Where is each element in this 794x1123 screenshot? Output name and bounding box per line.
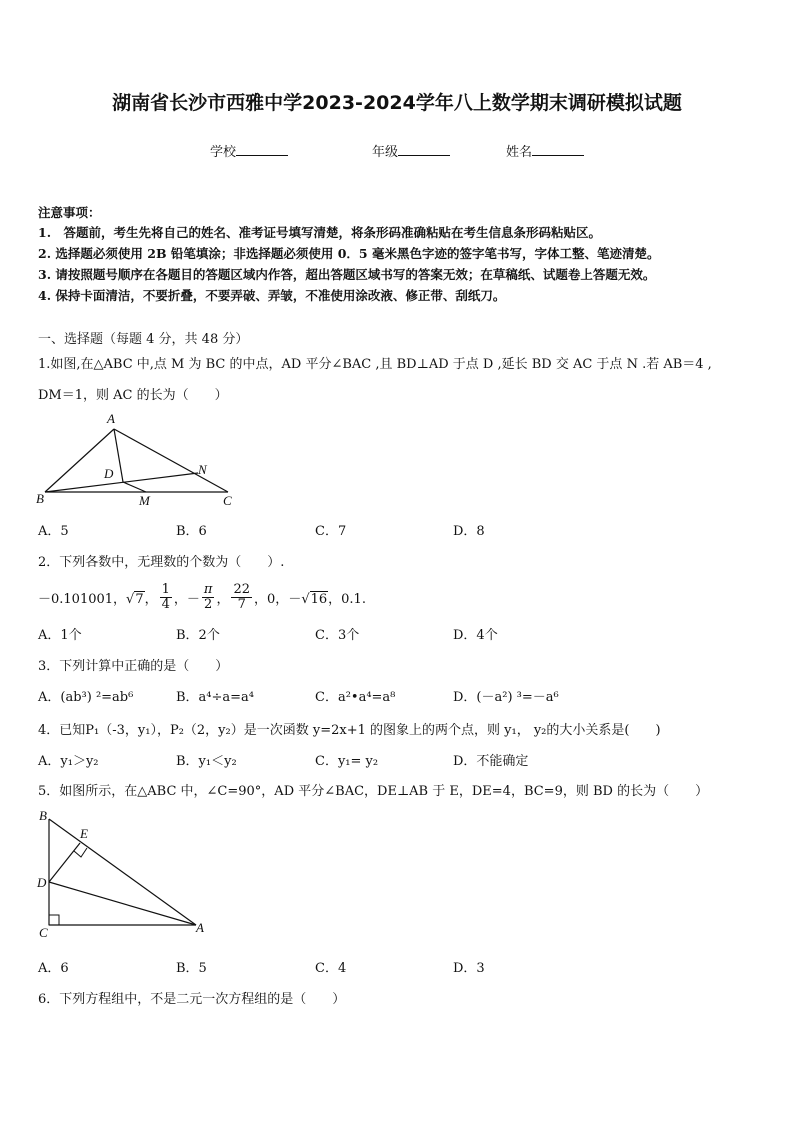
question-3-text: 3．下列计算中正确的是（ ） (38, 659, 229, 674)
name-label: 姓名 (506, 145, 533, 160)
question-2-numbers: －0.101001， √7， $\frac{1}{4}$ ，－ $\frac{\pi}{2}$ ， $\frac{22}{7}$ ，0， －√16 ，0.1. (38, 581, 366, 612)
option-c: C．a²•a⁴=a⁸ (315, 690, 396, 705)
vertex-label-a: A (107, 411, 115, 426)
school-label: 学校 (210, 145, 237, 160)
question-5-text: 5．如图所示，在△ABC 中，∠C=90°，AD 平分∠BAC，DE⊥AB 于 E，DE=4，BC=9，则 BD 的长为（ ） (38, 784, 709, 799)
right-triangle-figure-q5 (34, 806, 214, 942)
grade-field (372, 141, 450, 160)
grade-blank (398, 143, 450, 156)
vertex-label-c: C (223, 493, 232, 508)
notice-item: 2. 选择题必须使用 2B 铅笔填涂；非选择题必须使用 0．5 毫米黑色字迹的签字笔书写，字体工整、笔迹清楚。 (38, 246, 660, 261)
option-a: A．(ab³) ²=ab⁶ (38, 690, 134, 705)
vertex-label-c: C (39, 925, 48, 940)
name-blank (532, 143, 584, 156)
number-zero: ，0， (254, 591, 289, 607)
option-a: A．y₁＞y₂ (38, 754, 99, 769)
school-field (210, 141, 288, 160)
option-b: B．6 (176, 524, 207, 539)
point-label-n: N (198, 462, 207, 477)
school-blank (236, 143, 288, 156)
option-b: B．a⁴÷a=a⁴ (176, 690, 255, 705)
option-b: B．2个 (176, 628, 220, 643)
point-label-m: M (139, 493, 150, 508)
section-heading: 一、选择题（每题 4 分，共 48 分） (38, 332, 249, 347)
neg-sqrt-16: －√16 (288, 591, 328, 607)
sqrt-7: √7， (126, 591, 158, 607)
notice-item: 3. 请按照题号顺序在各题目的答题区域内作答，超出答题区域书写的答案无效；在草稿纸、试题卷上答题无效。 (38, 267, 656, 282)
question-6-text: 6．下列方程组中，不是二元一次方程组的是（ ） (38, 992, 346, 1007)
fraction-pi-half: $\frac{\pi}{2}$ (203, 581, 213, 612)
point-label-d: D (37, 875, 47, 890)
name-field (506, 141, 584, 160)
option-b: B．5 (176, 961, 207, 976)
vertex-label-a: A (196, 920, 204, 935)
notice-heading: 注意事项： (38, 205, 101, 220)
option-c: C．4 (315, 961, 347, 976)
number-tail: ，0.1. (328, 591, 366, 607)
vertex-label-b: B (36, 491, 44, 506)
question-1-text: 1.如图,在△ABC 中,点 M 为 BC 的中点，AD 平分∠BAC ,且 BD⊥AD 于点 D ,延长 BD 交 AC 于点 N .若 AB＝4 , (38, 357, 712, 372)
grade-label: 年级 (372, 145, 399, 160)
option-d: D．3 (453, 961, 485, 976)
notice-item: 4. 保持卡面清洁，不要折叠，不要弄破、弄皱，不准使用涂改液、修正带、刮纸刀。 (38, 288, 506, 303)
point-label-d: D (104, 466, 114, 481)
point-label-e: E (80, 826, 88, 841)
option-a: A．1个 (38, 628, 82, 643)
fraction-22-7: $\frac{22}{7}$ (233, 581, 251, 612)
option-d: D．不能确定 (453, 754, 529, 769)
question-4-text: 4．已知P₁（-3，y₁），P₂（2，y₂）是一次函数 y=2x+1 的图象上的两个点，则 y₁， y₂的大小关系是( ) (38, 723, 661, 738)
option-d: D．4个 (453, 628, 498, 643)
option-c: C．y₁= y₂ (315, 754, 379, 769)
option-d: D．8 (453, 524, 485, 539)
question-1-text-cont: DM＝1，则 AC 的长为（ ） (38, 388, 228, 403)
number-decimal: －0.101001， (38, 591, 127, 607)
notice-item: 1. 答题前，考生先将自己的姓名、准考证号填写清楚，将条形码准确粘贴在考生信息条形码粘贴区。 (38, 225, 602, 240)
option-a: A．6 (38, 961, 69, 976)
option-c: C．7 (315, 524, 347, 539)
vertex-label-b: B (39, 808, 47, 823)
triangle-figure-q1 (30, 408, 250, 512)
option-c: C．3个 (315, 628, 360, 643)
question-2-text: 2．下列各数中，无理数的个数为（ ）. (38, 555, 285, 570)
fraction-one-quarter: $\frac{1}{4}$ (161, 581, 170, 612)
option-d: D．(－a²) ³=－a⁶ (453, 690, 559, 705)
option-a: A．5 (38, 524, 69, 539)
page-title: 湖南省长沙市西雅中学2023-2024学年八上数学期末调研模拟试题 (112, 92, 682, 114)
option-b: B．y₁＜y₂ (176, 754, 237, 769)
